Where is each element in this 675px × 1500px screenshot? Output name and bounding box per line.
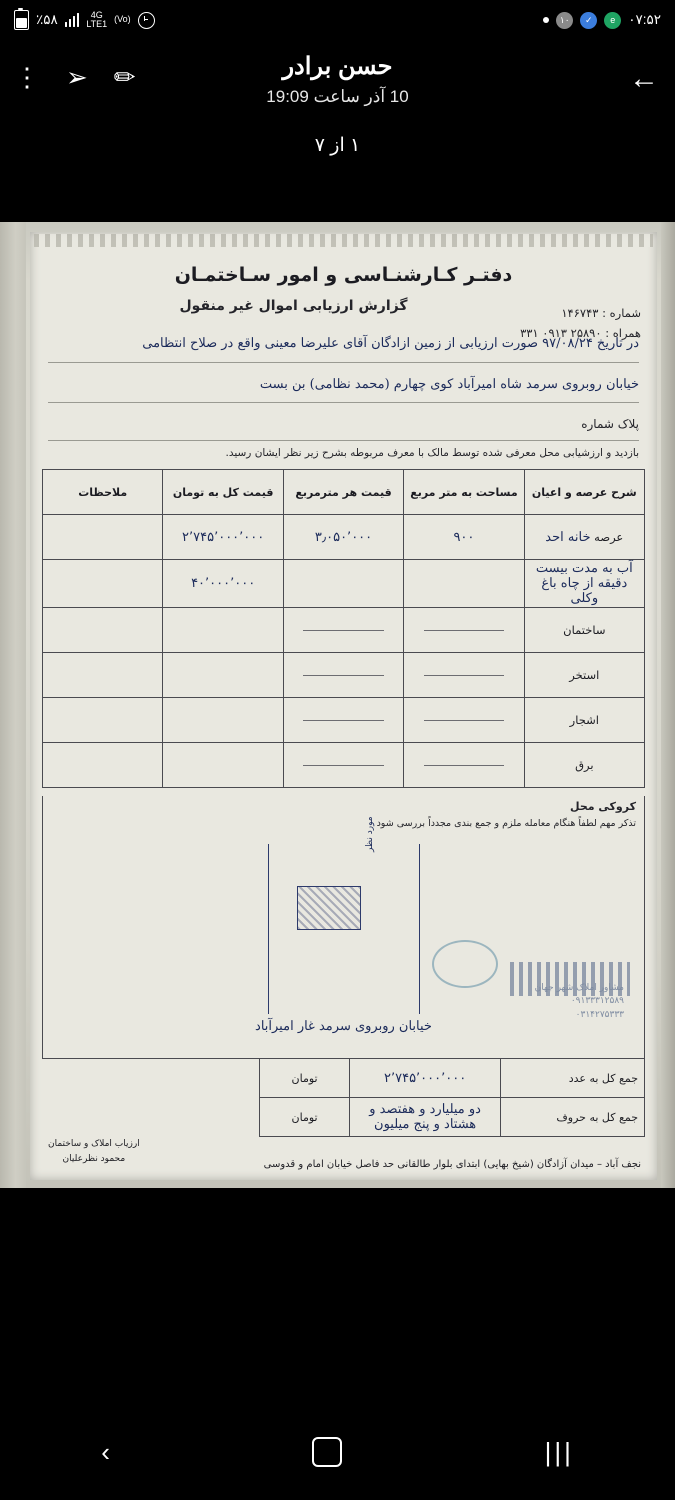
app-header: [0, 40, 675, 132]
cell-unit-price: [283, 698, 403, 743]
form-line-3: پلاک شماره: [48, 409, 639, 441]
more-vert-icon[interactable]: ⋮: [14, 62, 40, 92]
system-navigation-bar: [0, 1404, 675, 1500]
stamp-text: مشاور املاک شهر جهان ۰۹۱۳۳۳۱۲۵۸۹ ۰۳۱۴۲۷۵۳۳۳: [534, 982, 624, 1020]
form-line-4: بازدید و ارزشیابی محل معرفی شده توسط مالک با معرف مربوطه بشرح زیر نظر ایشان رسید.: [225, 447, 639, 459]
summary-table: [259, 1058, 645, 1137]
signal-bars-icon: [65, 13, 80, 27]
status-right-group: [543, 12, 661, 29]
share-icon[interactable]: ➢: [66, 62, 88, 92]
form-meta: [520, 304, 641, 343]
summary-row: [260, 1059, 645, 1098]
home-button[interactable]: [312, 1437, 342, 1467]
cell-total: [163, 608, 283, 653]
cell-notes: [43, 743, 163, 788]
battery-icon: [14, 10, 29, 30]
cell-total: ۲٬۷۴۵٬۰۰۰٬۰۰۰: [163, 515, 283, 560]
summary-unit: تومان: [260, 1098, 350, 1137]
recents-button[interactable]: |||: [544, 1436, 574, 1467]
image-viewer[interactable]: [0, 222, 675, 1188]
stamp-oval-icon: [432, 940, 498, 988]
cell-desc: آب به مدت بیست دقیقه از چاه باغ وکلی: [524, 560, 644, 608]
sketch-hatched-parcel: [297, 886, 361, 930]
cell-area: [404, 560, 524, 608]
cell-unit-price: [283, 608, 403, 653]
cell-desc: برق: [524, 743, 644, 788]
summary-value: دو میلیارد و هفتصد و هشتاد و پنج میلیون: [350, 1098, 501, 1137]
form-phone-row: [520, 324, 641, 344]
summary-value: ۲٬۷۴۵٬۰۰۰٬۰۰۰: [350, 1059, 501, 1098]
cell-area: [404, 743, 524, 788]
sketch-note: تذکر مهم لطفاً هنگام معامله ملزم و جمع بندی مجدداً بررسی شود: [376, 818, 636, 829]
col-unit-price: قیمت هر مترمربع: [283, 470, 403, 515]
cell-unit-price: ۳٫۰۵۰٬۰۰۰: [283, 515, 403, 560]
header-actions: [14, 64, 136, 90]
cell-notes: [43, 560, 163, 608]
agency-stamp: [430, 936, 630, 1028]
page-title: حسن برادر: [282, 53, 393, 80]
sketch-axis-label: مورد نظر: [364, 816, 375, 852]
signature-block: ارزیاب املاک و ساختمان محمود نظرعلیان: [48, 1139, 140, 1164]
cell-unit-price: [283, 743, 403, 788]
cell-total: ۴۰٬۰۰۰٬۰۰۰: [163, 560, 283, 608]
cell-area: [404, 698, 524, 743]
table-row: [43, 653, 645, 698]
check-circle-icon: ✓: [580, 12, 597, 29]
cell-area: [404, 653, 524, 698]
site-sketch: [42, 796, 645, 1059]
summary-label: جمع کل به حروف: [501, 1098, 645, 1137]
sketch-street-label: خیابان روبروی سرمد غار امیرآباد: [255, 1019, 432, 1034]
cell-area: [404, 608, 524, 653]
table-row: [43, 698, 645, 743]
cell-notes: [43, 608, 163, 653]
cell-desc: ساختمان: [524, 608, 644, 653]
sim-badge-icon: ۱۰: [556, 12, 573, 29]
paper-sheet: [30, 232, 657, 1180]
table-row: [43, 743, 645, 788]
form-body-lines: [42, 325, 645, 441]
appraisal-form: [42, 252, 645, 1174]
network-type-label: 4G LTE1: [86, 9, 108, 29]
sketch-plot-box: [268, 816, 420, 1014]
back-nav-button[interactable]: ›: [101, 1436, 110, 1467]
image-counter: ۱ از ۷: [314, 135, 361, 156]
cell-desc: استخر: [524, 653, 644, 698]
form-line-1: در تاریخ ۹۷/۰۸/۲۴ صورت ارزیابی از زمین ازادگان آقای علیرضا معینی واقع در صلاح انتظامی: [48, 328, 639, 363]
summary-row: [260, 1098, 645, 1137]
cell-total: [163, 698, 283, 743]
cell-total: [163, 653, 283, 698]
col-area: مساحت به متر مربع: [404, 470, 524, 515]
cell-total: [163, 743, 283, 788]
battery-percent-label: ٪۵۸: [36, 12, 58, 27]
valuation-table: [42, 469, 645, 788]
app-circle-icon: e: [604, 12, 621, 29]
form-line-2: خیابان روبروی سرمد شاه امیرآباد کوی چهارم (محمد نظامی) بن بست: [48, 369, 639, 404]
cell-notes: [43, 653, 163, 698]
table-row: [43, 560, 645, 608]
sleeve-edge-left: [0, 222, 26, 1188]
cell-unit-price: [283, 560, 403, 608]
dot-icon: [543, 17, 549, 23]
col-desc: شرح عرصه و اعیان: [524, 470, 644, 515]
volte-icon: (Vo): [114, 14, 131, 25]
cell-area: ۹۰۰: [404, 515, 524, 560]
perforated-strip: [34, 234, 653, 247]
back-button[interactable]: ←: [629, 62, 659, 95]
message-timestamp: 10 آذر ساعت 19:09: [266, 87, 409, 106]
cell-unit-price: [283, 653, 403, 698]
table-row: [43, 608, 645, 653]
form-phone-value2: ۰۹۱۳ ۳۳۱: [520, 325, 567, 340]
table-header-row: [43, 470, 645, 515]
status-bar: [0, 0, 675, 40]
col-notes: ملاحظات: [43, 470, 163, 515]
form-number-row: [520, 304, 641, 324]
summary-label: جمع کل به عدد: [501, 1059, 645, 1098]
form-phone-value: ۲۵۸۹۰: [570, 325, 602, 340]
col-total: قیمت کل به تومان: [163, 470, 283, 515]
form-subtitle: گزارش ارزیابی اموال غیر منقول: [179, 298, 408, 314]
cell-desc: اشجار: [524, 698, 644, 743]
summary-unit: تومان: [260, 1059, 350, 1098]
pen-icon[interactable]: ✏: [113, 62, 136, 92]
sleeve-edge-right: [661, 222, 675, 1188]
form-title: دفتـر کـارشنـاسی و امور سـاختمـان: [174, 264, 513, 286]
sketch-label: کروکی محل: [570, 800, 636, 813]
form-phone-label: همراه :: [605, 325, 641, 340]
cell-notes: [43, 515, 163, 560]
alarm-icon: [138, 12, 155, 29]
status-left-group: [14, 10, 155, 30]
clock-label: ۰۷:۵۲: [628, 12, 661, 27]
document-photo: [0, 222, 675, 1188]
footer-address: نجف آباد – میدان آزادگان (شیخ بهایی) ابتدای بلوار طالقانی حد فاصل خیابان امام و قدوسی: [263, 1159, 641, 1170]
cell-notes: [43, 698, 163, 743]
form-number-value: ۱۴۶۷۴۳: [561, 306, 599, 320]
table-row: [43, 515, 645, 560]
cell-desc: عرصه خانه احد: [524, 515, 644, 560]
form-number-label: شماره :: [602, 306, 641, 320]
